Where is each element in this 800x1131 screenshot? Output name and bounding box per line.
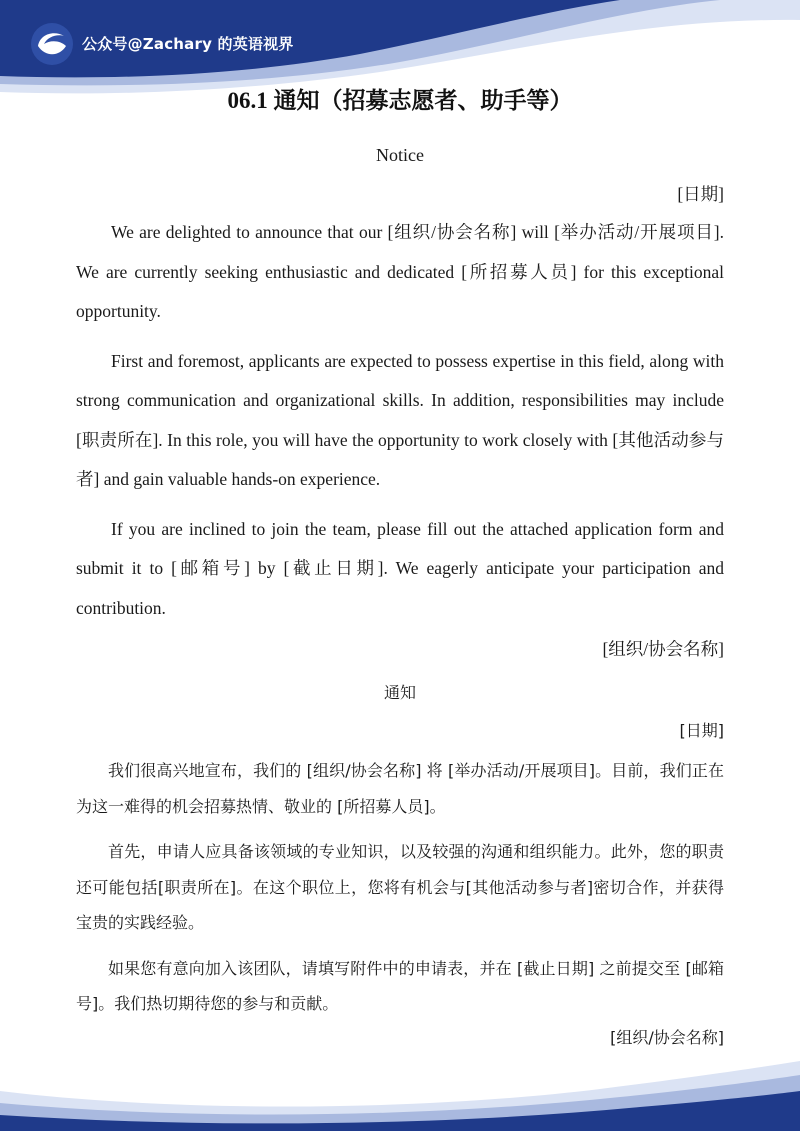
english-section (76, 140, 724, 661)
english-date: [日期] (677, 184, 724, 204)
brand-label: 公众号@Zachary 的英语视界 (82, 35, 294, 53)
document-body (76, 140, 724, 1050)
english-subtitle: Notice (376, 145, 424, 165)
footer-wave (0, 1051, 800, 1131)
chinese-date: [日期] (679, 721, 724, 740)
english-signature: [组织/协会名称] (602, 639, 724, 659)
chinese-paragraph-1: 我们很高兴地宣布，我们的 [组织/协会名称] 将 [举办活动/开展项目]。目前，我们正在为这一难得的机会招募热情、敬业的 [所招募人员]。 (76, 761, 724, 816)
english-paragraph-1: We are delighted to announce that our [组织/协会名称] will [举办活动/开展项目]. We are currently seeking enthusiastic and dedicated [所招募人员] for this exceptional opportunity. (76, 222, 724, 321)
chinese-paragraph-2: 首先，申请人应具备该领域的专业知识，以及较强的沟通和组织能力。此外，您的职责还可能包括[职责所在]。在这个职位上，您将有机会与[其他活动参与者]密切合作，并获得宝贵的实践经验。 (76, 842, 724, 932)
english-paragraph-2: First and foremost, applicants are expected to possess expertise in this field, along with strong communication and organizational skills. In addition, responsibilities may include [职责所在]. In this role, you will have the opportunity to work closely with [其他活动参与者] and gain valuable hands-on experience. (76, 350, 724, 489)
chinese-signature: [组织/协会名称] (610, 1027, 724, 1047)
english-paragraph-3: If you are inclined to join the team, please fill out the attached application form and submit it to [邮箱号] by [截止日期]. We eagerly anticipate your participation and contribution. (76, 518, 724, 618)
chinese-section (76, 681, 724, 1050)
document-title: 06.1 通知（招募志愿者、助手等） (227, 88, 573, 113)
chinese-paragraph-3: 如果您有意向加入该团队，请填写附件中的申请表，并在 [截止日期] 之前提交至 [邮箱号]。我们热切期待您的参与和贡献。 (76, 958, 724, 1013)
chinese-subtitle: 通知 (383, 683, 416, 702)
logo-icon (30, 22, 74, 66)
